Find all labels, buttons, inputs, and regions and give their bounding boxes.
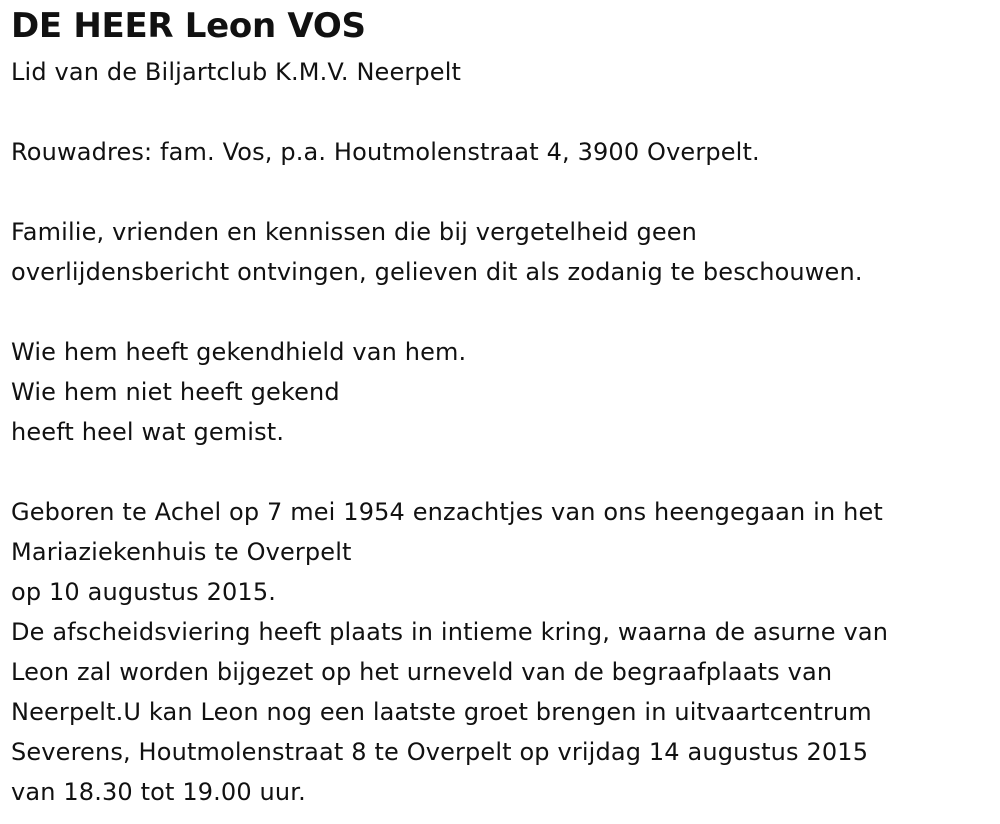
notice-line: Familie, vrienden en kennissen die bij vergetelheid geen [11, 218, 698, 246]
details-line: Mariaziekenhuis te Overpelt [11, 538, 352, 566]
obituary-notice [11, 0, 991, 812]
details-paragraph [11, 492, 991, 812]
details-line: De afscheidsviering heeft plaats in intieme kring, waarna de asurne van [11, 618, 889, 646]
mourning-address: Rouwadres: fam. Vos, p.a. Houtmolenstraat 4, 3900 Overpelt. [11, 138, 760, 166]
details-line: Geboren te Achel op 7 mei 1954 enzachtjes van ons heengegaan in het [11, 498, 883, 526]
deceased-name-heading: DE HEER Leon VOS [11, 6, 366, 46]
spacer [11, 172, 991, 212]
poem-line: Wie hem niet heeft gekend [11, 378, 340, 406]
membership-line: Lid van de Biljartclub K.M.V. Neerpelt [11, 58, 462, 86]
details-line: Leon zal worden bijgezet op het urneveld van de begraafplaats van [11, 658, 833, 686]
spacer [11, 292, 991, 332]
poem-line: Wie hem heeft gekendhield van hem. [11, 338, 467, 366]
details-line: van 18.30 tot 19.00 uur. [11, 778, 306, 806]
spacer [11, 92, 991, 132]
poem-line: heeft heel wat gemist. [11, 418, 285, 446]
poem-paragraph [11, 332, 991, 452]
notice-line: overlijdensbericht ontvingen, gelieven dit als zodanig te beschouwen. [11, 258, 863, 286]
details-line: Neerpelt.U kan Leon nog een laatste groet brengen in uitvaartcentrum [11, 698, 872, 726]
details-line: Severens, Houtmolenstraat 8 te Overpelt op vrijdag 14 augustus 2015 [11, 738, 869, 766]
spacer [11, 452, 991, 492]
details-line: op 10 augustus 2015. [11, 578, 277, 606]
notice-paragraph [11, 212, 991, 292]
